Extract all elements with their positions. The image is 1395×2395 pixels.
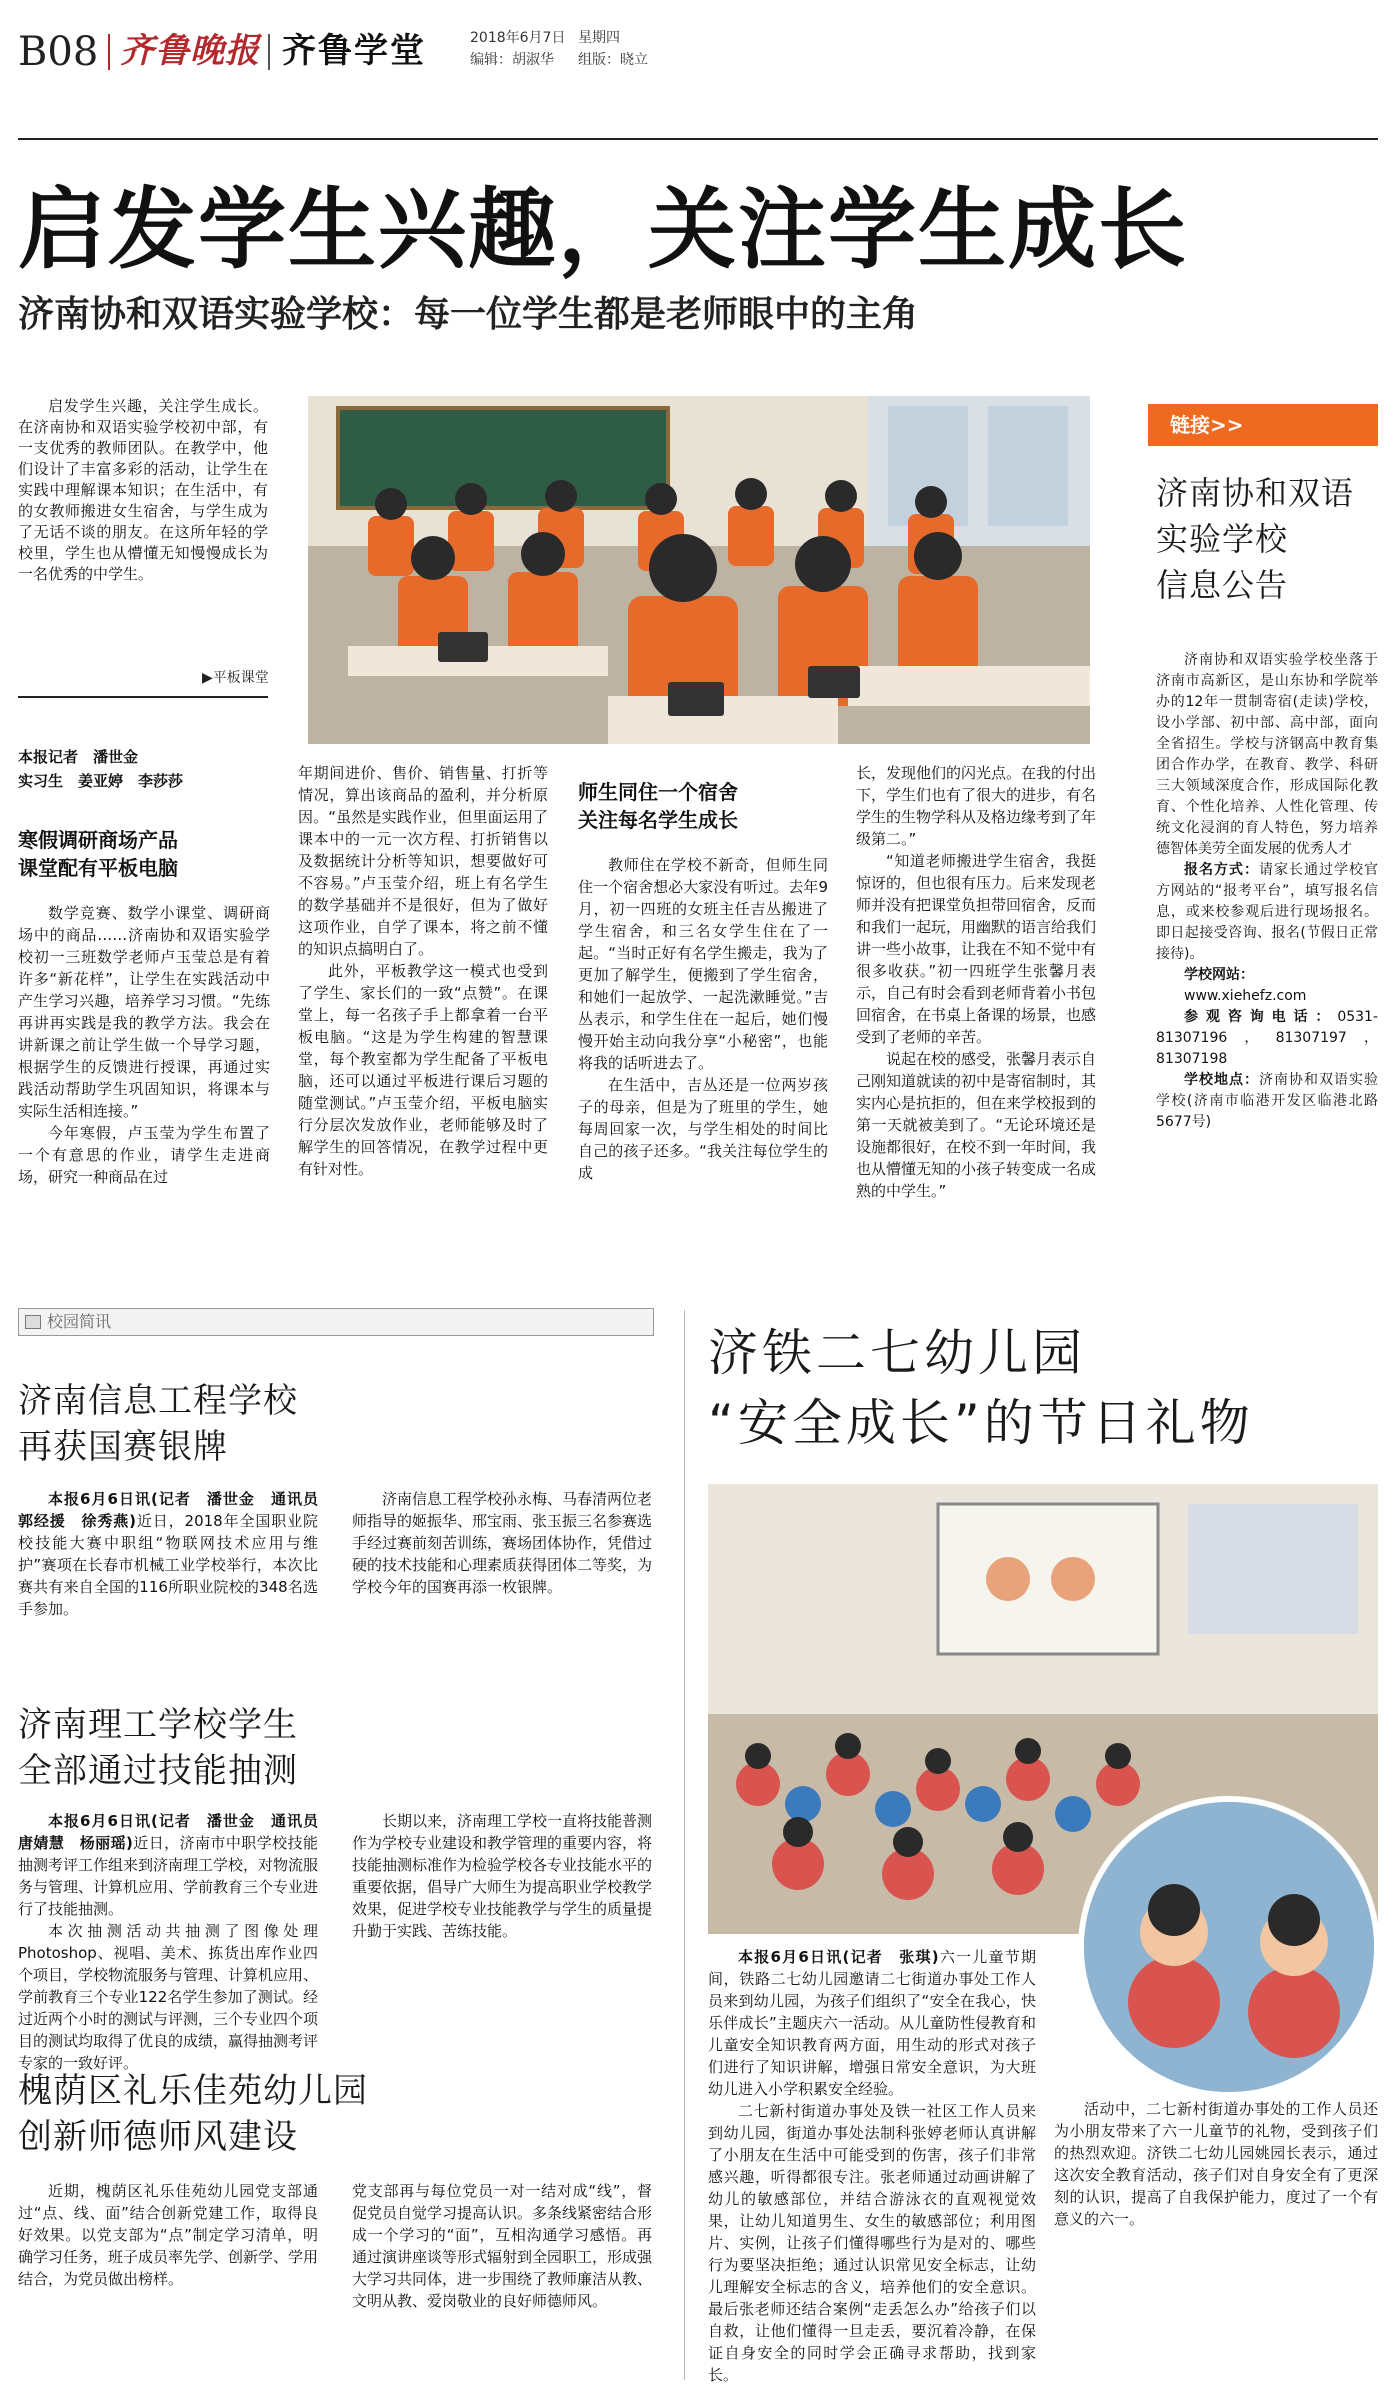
paragraph: 今年寒假，卢玉莹为学生布置了一个有意思的作业，请学生走进商场，研究一种商品在过 <box>18 1124 270 1186</box>
subhead-1-line1: 寒假调研商场产品 <box>18 828 178 852</box>
paragraph <box>708 1946 1036 2100</box>
paragraph: 近期，槐荫区礼乐佳苑幼儿园党支部通过“点、线、面”结合创新党建工作，取得良好效果。以党支部为“点”制定学习清单，明确学习任务，班子成员率先学、创新学、学用结合，为党员做出榜样。 <box>18 2182 319 2288</box>
photo-caption: ▶平板课堂 <box>202 670 269 686</box>
website-url-link[interactable]: www.xiehefz.com <box>1184 988 1307 1004</box>
sidebar-title <box>1156 470 1378 608</box>
paragraph: 此外，平板教学这一模式也受到了学生、家长们的一致“点赞”。在课堂上，每一名孩子手上都拿着一台平板电脑。“这是为学生构建的智慧课堂，每个教室都为学生配备了平板电脑，还可以通过平板进行课后习题的随堂测试。”卢玉莹介绍，平板电脑实行分层次发放作业，老师能够及时了解学生的回答情况，在教学过程中更有针对性。 <box>298 962 548 1178</box>
column-divider <box>684 1310 685 2380</box>
briefs-header-icon <box>25 1315 41 1329</box>
paragraph: 本次抽测活动共抽测了图像处理Photoshop、视唱、美术、拣货出库作业四个项目，学校物流服务与管理、计算机应用、学前教育三个专业122名学生参加了测试。经过近两个小时的测试与评测，三个专业四个项目的测试均取得了优良的成绩，赢得抽测考评专家的一致好评。 <box>18 1922 319 2072</box>
issue-date: 2018年6月7日 <box>470 30 566 46</box>
lead-headline: 启发学生兴趣，关注学生成长 <box>18 178 1189 281</box>
subhead-1 <box>18 826 278 882</box>
brief-2-dateline: 本报6月6日讯(记者 潘世金 通讯员 唐婧慧 杨丽瑶) <box>18 1812 334 1852</box>
kindergarten-title-line1: 济铁二七幼儿园 <box>708 1324 1086 1382</box>
layout-credit: 组版：晓立 <box>578 52 648 68</box>
brief-1-title-line2: 再获国赛银牌 <box>18 1427 228 1467</box>
page-number: B08 <box>18 29 99 75</box>
paragraph: 说起在校的感受，张馨月表示自己刚知道就读的初中是寄宿制时，其实内心是抗拒的，但在来学校报到的第一天就被美到了。“无论环境还是设施都很好，在校不到一年时间，我也从懵懂无知的小孩子转变成一名成熟的中学生。” <box>856 1050 1097 1200</box>
phone-text: 0531-81307196，81307197，81307198 <box>1156 1009 1378 1067</box>
address-text: 济南协和双语实验学校(济南市临港开发区临港北路5677号) <box>1156 1072 1378 1130</box>
apply-text: 请家长通过学校官方网站的“报考平台”，填写报名信息，或来校参观后进行现场报名。即日起接受咨询、报名(节假日正常接待)。 <box>1156 862 1378 962</box>
inset-illustration <box>1084 1802 1374 2092</box>
lead-intro <box>18 396 268 585</box>
kindergarten-text: 六一儿童节期间，铁路二七幼儿园邀请二七街道办事处工作人员来到幼儿园，为孩子们组织了“安全在我心，快乐伴成长”主题庆六一活动。从儿童防性侵教育和儿童安全知识教育两方面，用生动的形式对孩子们进行了知识讲解，增强日常安全意识，为大班幼儿进入小学积累安全经验。 <box>708 1948 1036 2098</box>
brief-3-title <box>18 2068 578 2160</box>
kindergarten-col-1 <box>708 1946 1036 2386</box>
brief-2-title <box>18 1702 538 1794</box>
brief-2-title-line2: 全部通过技能抽测 <box>18 1751 298 1791</box>
sidebar-apply <box>1156 860 1378 965</box>
paragraph: 党支部再与每位党员一对一结对成“线”，督促党员自觉学习提高认识。多条线紧密结合形成一个学习的“面”，互相沟通学习感悟。再通过演讲座谈等形式辐射到全园职工，形成强大学习共同体，进一步围绕了教师廉洁从教、文明从教、爱岗敬业的良好师德师风。 <box>352 2182 653 2310</box>
paragraph: 济南信息工程学校孙永梅、马春清两位老师指导的姬振华、邢宝雨、张玉振三名参赛选手经过赛前刻苦训练，赛场团体协作，凭借过硬的技术技能和心理素质获得团体二等奖，为学校今年的国赛再添一枚银牌。 <box>352 1490 653 1596</box>
sidebar-intro: 济南协和双语实验学校坐落于济南市高新区，是山东协和学院举办的12年一贯制寄宿(走读)学校，设小学部、初中部、高中部，面向全省招生。学校与济钢高中教育集团合作办学，在教育、教学、科研三大领域深度合作，形成国际化教育、个性化培养、人性化管理、传统文化浸润的育人特色，努力培养德智体美劳全面发展的优秀人才 <box>1156 652 1378 857</box>
phone-label: 参观咨询电话： <box>1184 1009 1338 1025</box>
kindergarten-title-line2: “安全成长”的节日礼物 <box>708 1394 1254 1452</box>
subhead-2 <box>578 778 828 834</box>
editor-credit: 编辑：胡淑华 <box>470 52 554 68</box>
lead-column-4 <box>856 762 1096 1202</box>
paragraph: “知道老师搬进学生宿舍，我挺惊讶的，但也很有压力。后来发现老师并没有把课堂负担带回宿舍，反而和我们一起玩，用幽默的语言给我们讲一些小故事，让我在不知不觉中有很多收获。”初一四班学生张馨月表示，自己有时会看到老师背着小书包回宿舍，在书桌上备课的场景，也感受到了老师的辛苦。 <box>856 852 1097 1046</box>
sidebar-title-line3: 信息公告 <box>1156 566 1289 604</box>
classroom-tablet-photo <box>308 396 1090 744</box>
intro-divider <box>18 696 268 698</box>
brief-2-col-2 <box>352 1810 652 1942</box>
byline-reporter: 本报记者 潘世金 <box>18 748 139 766</box>
sidebar-website <box>1156 965 1378 986</box>
sidebar-address <box>1156 1070 1378 1133</box>
paragraph: 教师住在学校不新奇，但师生同住一个宿舍想必大家没有听过。去年9月，初一四班的女班主任吉丛搬进了学生宿舍，和三名女学生住在了一起。“当时正好有名学生搬走，我为了更加了解学生，便搬到了学生宿舍，和她们一起放学、一起洗漱睡觉。”吉丛表示，和学生住在一起后，她们慢慢开始主动向我分享“小秘密”，也能将我的话听进去了。 <box>578 856 828 1072</box>
sidebar-website-url[interactable] <box>1156 986 1378 1007</box>
byline-interns: 实习生 姜亚婷 李莎莎 <box>18 772 184 790</box>
briefs-header-text: 校园简讯 <box>47 1312 112 1331</box>
masthead-divider <box>108 34 110 70</box>
paragraph: 在生活中，吉丛还是一位两岁孩子的母亲，但是为了班里的学生，她每周回家一次，与学生相处的时间比自己的孩子还多。“我关注每位学生的成 <box>578 1076 828 1182</box>
kindergarten-dateline: 本报6月6日讯(记者 张琪) <box>738 1948 939 1966</box>
paragraph: 年期间进价、售价、销售量、打折等情况，算出该商品的盈利，并分析原因。“虽然是实践作业，但里面运用了课本中的一元一次方程、打折销售以及数据统计分析等知识，想要做好可不容易。”卢玉莹介绍，班上有名学生的数学基础并不是很好，但为了做好这项作业，自学了课本，将之前不懂的知识点搞明白了。 <box>298 764 548 958</box>
brief-3-title-line2: 创新师德师风建设 <box>18 2117 298 2157</box>
brief-2-col-1 <box>18 1810 334 2074</box>
kindergarten-inset-photo <box>1078 1796 1380 2098</box>
brief-1-title <box>18 1378 538 1470</box>
lead-intro-text: 启发学生兴趣，关注学生成长。在济南协和双语实验学校初中部，有一支优秀的教师团队。在教学中，他们设计了丰富多彩的活动，让学生在实践中理解课本知识；在生活中，有的女教师搬进女生宿舍，与学生成为了无话不谈的朋友。在这所年轻的学校里，学生也从懵懂无知慢慢成长为一名优秀的中学生。 <box>18 397 268 583</box>
sidebar-title-line2: 实验学校 <box>1156 520 1289 558</box>
kindergarten-title <box>708 1318 1378 1458</box>
paragraph <box>18 1810 334 1920</box>
briefs-header-bar <box>18 1308 654 1336</box>
paragraph <box>18 1488 334 1620</box>
sidebar-body <box>1156 650 1378 1133</box>
paragraph: 数学竞赛、数学小课堂、调研商场中的商品……济南协和双语实验学校初一三班数学老师卢玉莹总是有着许多“新花样”，让学生在实践活动中产生学习兴趣，培养学习习惯。“先练再讲再实践是我的教学方法。我会在讲新课之前让学生做一个导学习题，根据学生的反馈进行授课，再通过实践活动帮助学生巩固知识，将课本与实际生活相连接。” <box>18 904 270 1120</box>
subhead-1-line2: 课堂配有平板电脑 <box>18 856 178 880</box>
sidebar-tag <box>1148 404 1378 446</box>
lead-column-1 <box>18 902 270 1188</box>
brief-3-col-2 <box>352 2180 652 2312</box>
subhead-2-line2: 关注每名学生成长 <box>578 808 738 832</box>
masthead-rule <box>18 138 1378 140</box>
brief-1-title-line1: 济南信息工程学校 <box>18 1381 298 1421</box>
section-title: 齐鲁学堂 <box>282 31 426 71</box>
brief-3-col-1 <box>18 2180 318 2290</box>
apply-label: 报名方式： <box>1184 862 1259 878</box>
classroom-illustration <box>308 396 1090 744</box>
masthead <box>0 0 1395 130</box>
brief-3-title-line1: 槐荫区礼乐佳苑幼儿园 <box>18 2071 368 2111</box>
paper-logo: 齐鲁晚报 <box>120 31 260 71</box>
masthead-divider <box>268 34 270 70</box>
brief-1-col-2 <box>352 1488 652 1598</box>
brief-1-dateline: 本报6月6日讯(记者 潘世金 通讯员 郭经援 徐秀燕) <box>18 1490 334 1530</box>
brief-1-col-1 <box>18 1488 334 1620</box>
issue-weekday: 星期四 <box>578 30 620 46</box>
subhead-2-line1: 师生同住一个宿舍 <box>578 780 738 804</box>
paragraph: 二七新村街道办事处及铁一社区工作人员来到幼儿园，街道办事处法制科张婷老师认真讲解了小朋友在生活中可能受到的伤害，孩子们非常感兴趣，听得都很专注。张老师通过动画讲解了幼儿的敏感部位，并结合游泳衣的直观视觉效果，让幼儿知道男生、女生的敏感部位；利用图片、实例，让孩子们懂得哪些行为是对的、哪些行为要坚决拒绝；通过认识常见安全标志，让幼儿理解安全标志的含义，培养他们的安全意识。最后张老师还结合案例“走丢怎么办”给孩子们以自救，让他们懂得一旦走丢，要沉着冷静，在保证自身安全的同时学会正确寻求帮助，找到家长。 <box>708 2102 1036 2384</box>
sidebar-tag-text: 链接>> <box>1170 413 1244 437</box>
paragraph: 长期以来，济南理工学校一直将技能普测作为学校专业建设和教学管理的重要内容，将技能抽测标准作为检验学校各专业技能水平的重要依据，倡导广大师生为提高职业学校教学效果，促进学校专业技能教学与学生的质量提升勤于实践、苦练技能。 <box>352 1812 653 1940</box>
kindergarten-col-2 <box>1054 2098 1378 2230</box>
sidebar-title-line1: 济南协和双语 <box>1156 474 1355 512</box>
brief-1-text: 近日，2018年全国职业院校技能大赛中职组“物联网技术应用与维护”赛项在长春市机械工业学校举行，本次比赛共有来自全国的116所职业院校的348名选手参加。 <box>18 1512 318 1618</box>
lead-column-2 <box>298 762 548 1180</box>
brief-2-text: 近日，济南市中职学校技能抽测考评工作组来到济南理工学校，对物流服务与管理、计算机应用、学前教育三个专业进行了技能抽测。 <box>18 1834 319 1918</box>
paragraph: 活动中，二七新村街道办事处的工作人员还为小朋友带来了六一儿童节的礼物，受到孩子们的热烈欢迎。济铁二七幼儿园姚园长表示，通过这次安全教育活动，孩子们对自身安全有了更深刻的认识，提高了自我保护能力，度过了一个有意义的六一。 <box>1054 2100 1378 2228</box>
lead-subheadline: 济南协和双语实验学校：每一位学生都是老师眼中的主角 <box>18 294 919 335</box>
brief-2-title-line1: 济南理工学校学生 <box>18 1705 298 1745</box>
paragraph: 长，发现他们的闪光点。在我的付出下，学生们也有了很大的进步，有名学生的生物学科从及格边缘考到了年级第二。” <box>856 764 1097 848</box>
address-label: 学校地点： <box>1184 1072 1259 1088</box>
website-label: 学校网站： <box>1184 967 1254 983</box>
sidebar-phone <box>1156 1007 1378 1070</box>
lead-column-3 <box>578 854 828 1184</box>
